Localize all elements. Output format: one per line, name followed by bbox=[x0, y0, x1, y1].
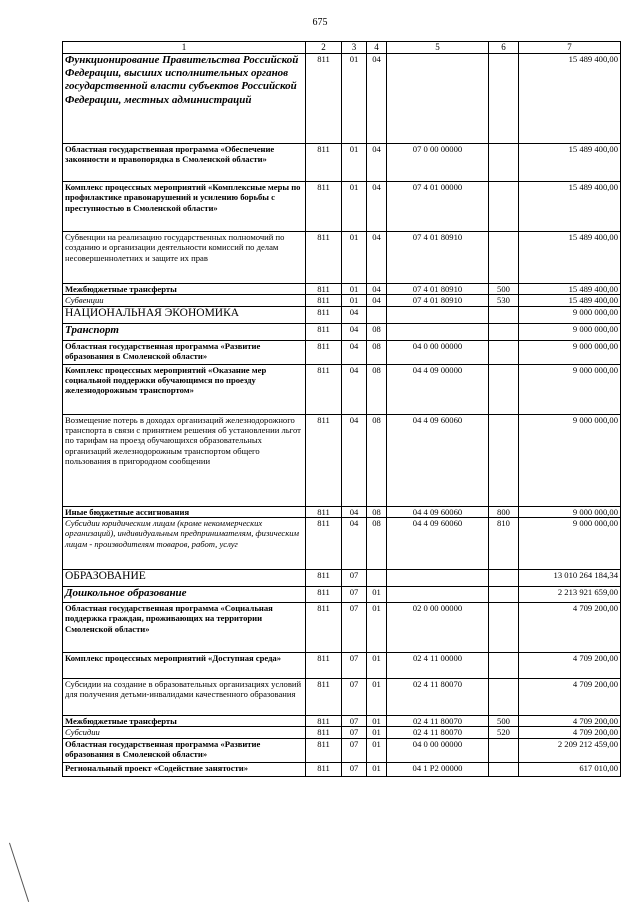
row-c6-cell bbox=[489, 340, 519, 364]
header-cell: 6 bbox=[489, 42, 519, 54]
row-c7-cell: 15 489 400,00 bbox=[519, 144, 621, 182]
row-c6-cell bbox=[489, 652, 519, 678]
row-c5-cell bbox=[387, 54, 489, 144]
row-name-cell: ОБРАЗОВАНИЕ bbox=[63, 569, 306, 586]
row-c5-cell: 02 4 11 80070 bbox=[387, 715, 489, 726]
row-c7-cell: 9 000 000,00 bbox=[519, 306, 621, 323]
row-c6-cell: 530 bbox=[489, 295, 519, 306]
row-c3-cell: 04 bbox=[342, 506, 367, 517]
row-c7-cell: 9 000 000,00 bbox=[519, 506, 621, 517]
margin-line bbox=[9, 843, 29, 902]
row-c2-cell: 811 bbox=[306, 232, 342, 284]
row-c4-cell: 04 bbox=[367, 54, 387, 144]
row-c2-cell: 811 bbox=[306, 306, 342, 323]
row-c7-cell: 9 000 000,00 bbox=[519, 323, 621, 340]
row-c7-cell: 15 489 400,00 bbox=[519, 232, 621, 284]
row-name-cell: Комплекс процессных мероприятий «Оказание мер социальной поддержки обучающимся по проезду железнодорожным транспортом» bbox=[63, 364, 306, 414]
row-c7-cell: 9 000 000,00 bbox=[519, 340, 621, 364]
table-row bbox=[63, 323, 621, 340]
table-body bbox=[63, 54, 621, 777]
row-c7-cell: 15 489 400,00 bbox=[519, 284, 621, 295]
row-c6-cell bbox=[489, 144, 519, 182]
row-c4-cell: 01 bbox=[367, 652, 387, 678]
row-c2-cell: 811 bbox=[306, 586, 342, 602]
row-c3-cell: 07 bbox=[342, 586, 367, 602]
row-name-cell: Транспорт bbox=[63, 323, 306, 340]
row-c7-cell: 4 709 200,00 bbox=[519, 678, 621, 715]
row-name-cell: Региональный проект «Содействие занятости» bbox=[63, 762, 306, 776]
header-cell: 1 bbox=[63, 42, 306, 54]
row-c2-cell: 811 bbox=[306, 295, 342, 306]
row-c2-cell: 811 bbox=[306, 144, 342, 182]
row-c7-cell: 2 209 212 459,00 bbox=[519, 738, 621, 762]
row-c5-cell: 02 0 00 00000 bbox=[387, 602, 489, 652]
row-c5-cell bbox=[387, 569, 489, 586]
row-c4-cell: 08 bbox=[367, 323, 387, 340]
table-row bbox=[63, 414, 621, 506]
table-row bbox=[63, 295, 621, 306]
row-c7-cell: 15 489 400,00 bbox=[519, 295, 621, 306]
row-c2-cell: 811 bbox=[306, 727, 342, 738]
row-c6-cell bbox=[489, 414, 519, 506]
row-c3-cell: 01 bbox=[342, 232, 367, 284]
row-c3-cell: 04 bbox=[342, 306, 367, 323]
table-row bbox=[63, 602, 621, 652]
row-name-cell: НАЦИОНАЛЬНАЯ ЭКОНОМИКА bbox=[63, 306, 306, 323]
row-c5-cell: 04 0 00 00000 bbox=[387, 738, 489, 762]
row-c3-cell: 04 bbox=[342, 517, 367, 569]
table-row bbox=[63, 364, 621, 414]
row-c3-cell: 01 bbox=[342, 54, 367, 144]
row-c4-cell: 01 bbox=[367, 602, 387, 652]
row-name-cell: Областная государственная программа «Социальная поддержка граждан, проживающих на территории Смоленской области» bbox=[63, 602, 306, 652]
row-c2-cell: 811 bbox=[306, 602, 342, 652]
row-c2-cell: 811 bbox=[306, 762, 342, 776]
row-c6-cell bbox=[489, 602, 519, 652]
header-row bbox=[63, 42, 621, 54]
row-c2-cell: 811 bbox=[306, 569, 342, 586]
row-c4-cell: 04 bbox=[367, 144, 387, 182]
row-c6-cell: 500 bbox=[489, 284, 519, 295]
row-c6-cell bbox=[489, 738, 519, 762]
row-c7-cell: 2 213 921 659,00 bbox=[519, 586, 621, 602]
row-name-cell: Субвенции bbox=[63, 295, 306, 306]
row-c6-cell: 800 bbox=[489, 506, 519, 517]
table-row bbox=[63, 306, 621, 323]
row-c7-cell: 15 489 400,00 bbox=[519, 54, 621, 144]
row-c3-cell: 07 bbox=[342, 652, 367, 678]
row-name-cell: Межбюджетные трансферты bbox=[63, 715, 306, 726]
row-c6-cell: 520 bbox=[489, 727, 519, 738]
table-row bbox=[63, 727, 621, 738]
row-c5-cell: 07 4 01 80910 bbox=[387, 232, 489, 284]
row-c5-cell: 02 4 11 80070 bbox=[387, 727, 489, 738]
table-row bbox=[63, 738, 621, 762]
row-name-cell: Функционирование Правительства Российской Федерации, высших исполнительных органов государственной власти субъектов Российской Федерации, местных администраций bbox=[63, 54, 306, 144]
row-c2-cell: 811 bbox=[306, 414, 342, 506]
row-c5-cell: 04 0 00 00000 bbox=[387, 340, 489, 364]
row-c4-cell: 01 bbox=[367, 727, 387, 738]
row-c4-cell: 01 bbox=[367, 762, 387, 776]
row-c5-cell bbox=[387, 586, 489, 602]
row-name-cell: Субвенции на реализацию государственных полномочий по созданию и организации деятельности комиссий по делам несовершеннолетних и защите их прав bbox=[63, 232, 306, 284]
row-c4-cell: 01 bbox=[367, 738, 387, 762]
row-c5-cell: 07 0 00 00000 bbox=[387, 144, 489, 182]
row-c6-cell bbox=[489, 323, 519, 340]
row-c5-cell bbox=[387, 306, 489, 323]
row-c3-cell: 01 bbox=[342, 182, 367, 232]
row-c6-cell bbox=[489, 762, 519, 776]
row-c2-cell: 811 bbox=[306, 54, 342, 144]
row-name-cell: Областная государственная программа «Развитие образования в Смоленской области» bbox=[63, 340, 306, 364]
row-c3-cell: 04 bbox=[342, 340, 367, 364]
row-name-cell: Субсидии юридическим лицам (кроме некоммерческих организаций), индивидуальным предпринимателям, физическим лицам - производителям товаров, работ, услуг bbox=[63, 517, 306, 569]
row-name-cell: Комплекс процессных мероприятий «Комплексные меры по профилактике правонарушений и усилению борьбы с преступностью в Смоленской области» bbox=[63, 182, 306, 232]
page-number: 675 bbox=[312, 17, 328, 28]
row-c4-cell: 04 bbox=[367, 182, 387, 232]
row-c7-cell: 9 000 000,00 bbox=[519, 364, 621, 414]
table-row bbox=[63, 54, 621, 144]
row-c2-cell: 811 bbox=[306, 738, 342, 762]
row-c3-cell: 01 bbox=[342, 144, 367, 182]
row-c3-cell: 07 bbox=[342, 727, 367, 738]
row-c7-cell: 9 000 000,00 bbox=[519, 414, 621, 506]
row-c3-cell: 07 bbox=[342, 762, 367, 776]
row-c2-cell: 811 bbox=[306, 678, 342, 715]
row-c3-cell: 07 bbox=[342, 569, 367, 586]
row-c6-cell bbox=[489, 182, 519, 232]
row-c4-cell: 04 bbox=[367, 295, 387, 306]
row-c6-cell bbox=[489, 232, 519, 284]
row-c5-cell: 02 4 11 00000 bbox=[387, 652, 489, 678]
row-name-cell: Субсидии bbox=[63, 727, 306, 738]
table-row bbox=[63, 340, 621, 364]
row-c3-cell: 04 bbox=[342, 323, 367, 340]
row-c6-cell: 500 bbox=[489, 715, 519, 726]
row-c7-cell: 13 010 264 184,34 bbox=[519, 569, 621, 586]
row-c4-cell: 01 bbox=[367, 586, 387, 602]
row-name-cell: Комплекс процессных мероприятий «Доступная среда» bbox=[63, 652, 306, 678]
row-c5-cell: 04 4 09 60060 bbox=[387, 517, 489, 569]
row-c2-cell: 811 bbox=[306, 323, 342, 340]
row-c7-cell: 617 010,00 bbox=[519, 762, 621, 776]
row-c6-cell bbox=[489, 569, 519, 586]
row-c3-cell: 07 bbox=[342, 738, 367, 762]
row-c7-cell: 15 489 400,00 bbox=[519, 182, 621, 232]
row-name-cell: Областная государственная программа «Обеспечение законности и правопорядка в Смоленской области» bbox=[63, 144, 306, 182]
budget-table bbox=[62, 41, 621, 777]
row-c2-cell: 811 bbox=[306, 517, 342, 569]
table-row bbox=[63, 232, 621, 284]
table-row bbox=[63, 678, 621, 715]
row-c6-cell bbox=[489, 678, 519, 715]
row-c5-cell: 04 4 09 60060 bbox=[387, 414, 489, 506]
table-row bbox=[63, 586, 621, 602]
row-c4-cell: 08 bbox=[367, 340, 387, 364]
row-name-cell: Межбюджетные трансферты bbox=[63, 284, 306, 295]
table-row bbox=[63, 182, 621, 232]
row-c2-cell: 811 bbox=[306, 182, 342, 232]
row-c3-cell: 01 bbox=[342, 284, 367, 295]
row-c6-cell bbox=[489, 54, 519, 144]
row-c4-cell: 04 bbox=[367, 232, 387, 284]
row-c4-cell: 01 bbox=[367, 715, 387, 726]
row-c3-cell: 04 bbox=[342, 414, 367, 506]
row-c2-cell: 811 bbox=[306, 506, 342, 517]
row-c4-cell: 08 bbox=[367, 364, 387, 414]
row-c2-cell: 811 bbox=[306, 715, 342, 726]
table-row bbox=[63, 284, 621, 295]
row-c4-cell: 08 bbox=[367, 517, 387, 569]
row-c4-cell: 08 bbox=[367, 506, 387, 517]
row-c5-cell: 07 4 01 80910 bbox=[387, 284, 489, 295]
row-c5-cell bbox=[387, 323, 489, 340]
row-c3-cell: 01 bbox=[342, 295, 367, 306]
row-name-cell: Дошкольное образование bbox=[63, 586, 306, 602]
row-c4-cell: 04 bbox=[367, 284, 387, 295]
row-c7-cell: 4 709 200,00 bbox=[519, 715, 621, 726]
row-c5-cell: 04 1 P2 00000 bbox=[387, 762, 489, 776]
header-cell: 2 bbox=[306, 42, 342, 54]
row-c6-cell: 810 bbox=[489, 517, 519, 569]
header-cell: 5 bbox=[387, 42, 489, 54]
row-c2-cell: 811 bbox=[306, 364, 342, 414]
row-c6-cell bbox=[489, 586, 519, 602]
row-c2-cell: 811 bbox=[306, 652, 342, 678]
table-row bbox=[63, 715, 621, 726]
header-cell: 4 bbox=[367, 42, 387, 54]
row-c3-cell: 04 bbox=[342, 364, 367, 414]
row-c2-cell: 811 bbox=[306, 340, 342, 364]
header-cell: 3 bbox=[342, 42, 367, 54]
row-c7-cell: 4 709 200,00 bbox=[519, 602, 621, 652]
row-name-cell: Областная государственная программа «Развитие образования в Смоленской области» bbox=[63, 738, 306, 762]
row-c3-cell: 07 bbox=[342, 715, 367, 726]
table-row bbox=[63, 762, 621, 776]
table-row bbox=[63, 506, 621, 517]
row-c5-cell: 07 4 01 00000 bbox=[387, 182, 489, 232]
row-name-cell: Возмещение потерь в доходах организаций железнодорожного транспорта в связи с принятием решения об установлении льгот по тарифам на проезд обучающихся образовательных организаций железнодорожным транспортом общего пользования в пригородном сообщении bbox=[63, 414, 306, 506]
row-c5-cell: 04 4 09 00000 bbox=[387, 364, 489, 414]
row-c4-cell: 01 bbox=[367, 678, 387, 715]
row-c7-cell: 4 709 200,00 bbox=[519, 727, 621, 738]
table-row bbox=[63, 144, 621, 182]
row-c6-cell bbox=[489, 306, 519, 323]
row-name-cell: Субсидии на создание в образовательных организациях условий для получения детьми-инвалидами качественного образования bbox=[63, 678, 306, 715]
row-c7-cell: 4 709 200,00 bbox=[519, 652, 621, 678]
row-c5-cell: 04 4 09 60060 bbox=[387, 506, 489, 517]
row-c4-cell bbox=[367, 569, 387, 586]
row-c3-cell: 07 bbox=[342, 602, 367, 652]
row-c2-cell: 811 bbox=[306, 284, 342, 295]
row-name-cell: Иные бюджетные ассигнования bbox=[63, 506, 306, 517]
row-c7-cell: 9 000 000,00 bbox=[519, 517, 621, 569]
row-c4-cell: 08 bbox=[367, 414, 387, 506]
table-row bbox=[63, 517, 621, 569]
header-cell: 7 bbox=[519, 42, 621, 54]
table-row bbox=[63, 569, 621, 586]
row-c4-cell bbox=[367, 306, 387, 323]
row-c6-cell bbox=[489, 364, 519, 414]
table-row bbox=[63, 652, 621, 678]
row-c5-cell: 07 4 01 80910 bbox=[387, 295, 489, 306]
row-c5-cell: 02 4 11 80070 bbox=[387, 678, 489, 715]
row-c3-cell: 07 bbox=[342, 678, 367, 715]
